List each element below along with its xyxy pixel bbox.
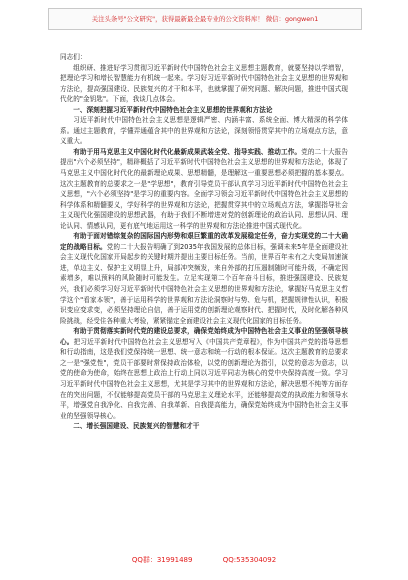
paragraph-body: 党的二十大报告明确了到2035年我国发展的总体目标，强调未来5年是全面建设社会主义现代化国家开局起步的关键时期并提出主要目标任务。当前，世界百年未有之大变局加速演进，单边主义、保护主义明显上升，局部冲突频发，来自外部的打压遏制随时可能升级，不确定因素增多，难以预料的风险随时可能发生。立足实现第二个百年奋斗目标，推进强国建设、民族复兴，我们必须学习好习近平新时代中国特色社会主义思想的世界观和方法论，掌握好马克思主义哲学这个"看家本领"，善于运用科学的世界观和方法论洞察时与势、危与机，把握规律性认识，积极识变应变求变，必须坚持理论自信，善于运用党的创新理论观察时代、把握时代，及时化解各种风险挑战，经受住各种重大考验，紧紧锚定全面建设社会主义现代化国家的目标任务。 — [60, 242, 348, 325]
paragraph-body: 把习近平新时代中国特色社会主义思想写入《中国共产党章程》，作为中国共产党的指导思想和行动指南，这是我们党保持统一思想、统一意志和统一行动的根本保证。这次主题教育的总要求之一是"强党性"，党员干部要时常保持政治体检，以党的创新理论为指引，以党的意志为意志，以党的使命为使命，始终在思想上政治上行动上同以习近平同志为核心的党中央保持高度一致。学习习近平新时代中国特色社会主义思想，尤其是学习其中的世界观和方法论，解决思想不纯等方面存在的突出问题，不仅能够提高党员干部的马克思主义理论水平，还能够提高党的执政能力和领导水平，增强党自我净化、自我完善、自我革新、自我提高能力，确保党始终成为中国特色社会主义事业的坚强领导核心。 — [60, 337, 348, 420]
greeting: 同志们： — [60, 53, 87, 61]
section1-paragraph-2 — [60, 147, 348, 231]
promo-banner: 关注头条号"公文研究"，获得最新最全最专业的公文资料库！ 微信：gongwen1 — [48, 8, 362, 30]
paragraph-body: 党的二十大报告提出"六个必须坚持"，精辟概括了习近平新时代中国特色社会主义思想的世界观和方法论，体现了马克思主义中国化时代化的最新理论成果、思想精髓，是理解这一重要思想必须把握的基本要点。这次主题教育的总要求之一是"学思想"，教育引导党员干部认真学习习近平新时代中国特色社会主义思想，"六个必须坚持"是学习的重要内容。全面学习领会习近平新时代中国特色社会主义思想的科学体系和精髓要义，学好科学的世界观和方法论，把握贯穿其中的立场观点方法，掌握指导社会主义现代化强国建设的思想武器，有助于我们不断增进对党的创新理论的政治认同、思想认同、理论认同、情感认同，更有底气地运用这一科学的世界观和方法论推进中国式现代化。 — [60, 147, 348, 230]
paragraph-lead: 有助于贯彻落实新时代党的建设总要求，确保党始终成为中国特色社会主义事业的坚强领导核心。 — [60, 327, 348, 346]
paragraph-lead: 有助于面对错综复杂的国际国内形势和艰巨繁重的改革发展稳定任务，奋力实现党的二十大确定的战略目标。 — [60, 232, 348, 251]
section1-paragraph-3 — [60, 231, 348, 326]
intro-paragraph: 组织研、推进好学习贯彻习近平新时代中国特色社会主义思想主题教育，就要坚持以学增智，把理论学习和增长智慧能力有机统一起来。学习好习近平新时代中国特色社会主义思想的世界观和方法论，提高强国建设、民族复兴的才干和本平，也就掌握了研究问题、解决问题，推进中国式现代化的"金钥匙"。下面，我谈几点体会。 — [60, 63, 348, 104]
document-body — [60, 52, 348, 432]
qq-group-text: QQ群：31991489 — [131, 556, 193, 564]
qq-text: QQ:535304092 — [222, 556, 277, 564]
section-heading-2: 二、增长强国建设、民族复兴的智慧和才干 — [73, 422, 200, 431]
section1-paragraph-4 — [60, 326, 348, 421]
contact-footer — [0, 553, 408, 567]
section1-paragraph-1: 习近平新时代中国特色社会主义思想是逻辑严密、内涵丰富、系统全面、博大精深的科学体系。通过主题教育，学懂弄通蕴含其中的世界观和方法论，深刻领悟贯穿其中的立场观点方法，意义重大。 — [60, 116, 348, 146]
paragraph-lead: 有助于用马克思主义中国化时代化最新成果武装全党、指导实践、推动工作。 — [73, 147, 302, 156]
section-heading-1: 一、深刻把握习近平新时代中国特色社会主义思想的世界观和方法论 — [73, 105, 273, 114]
